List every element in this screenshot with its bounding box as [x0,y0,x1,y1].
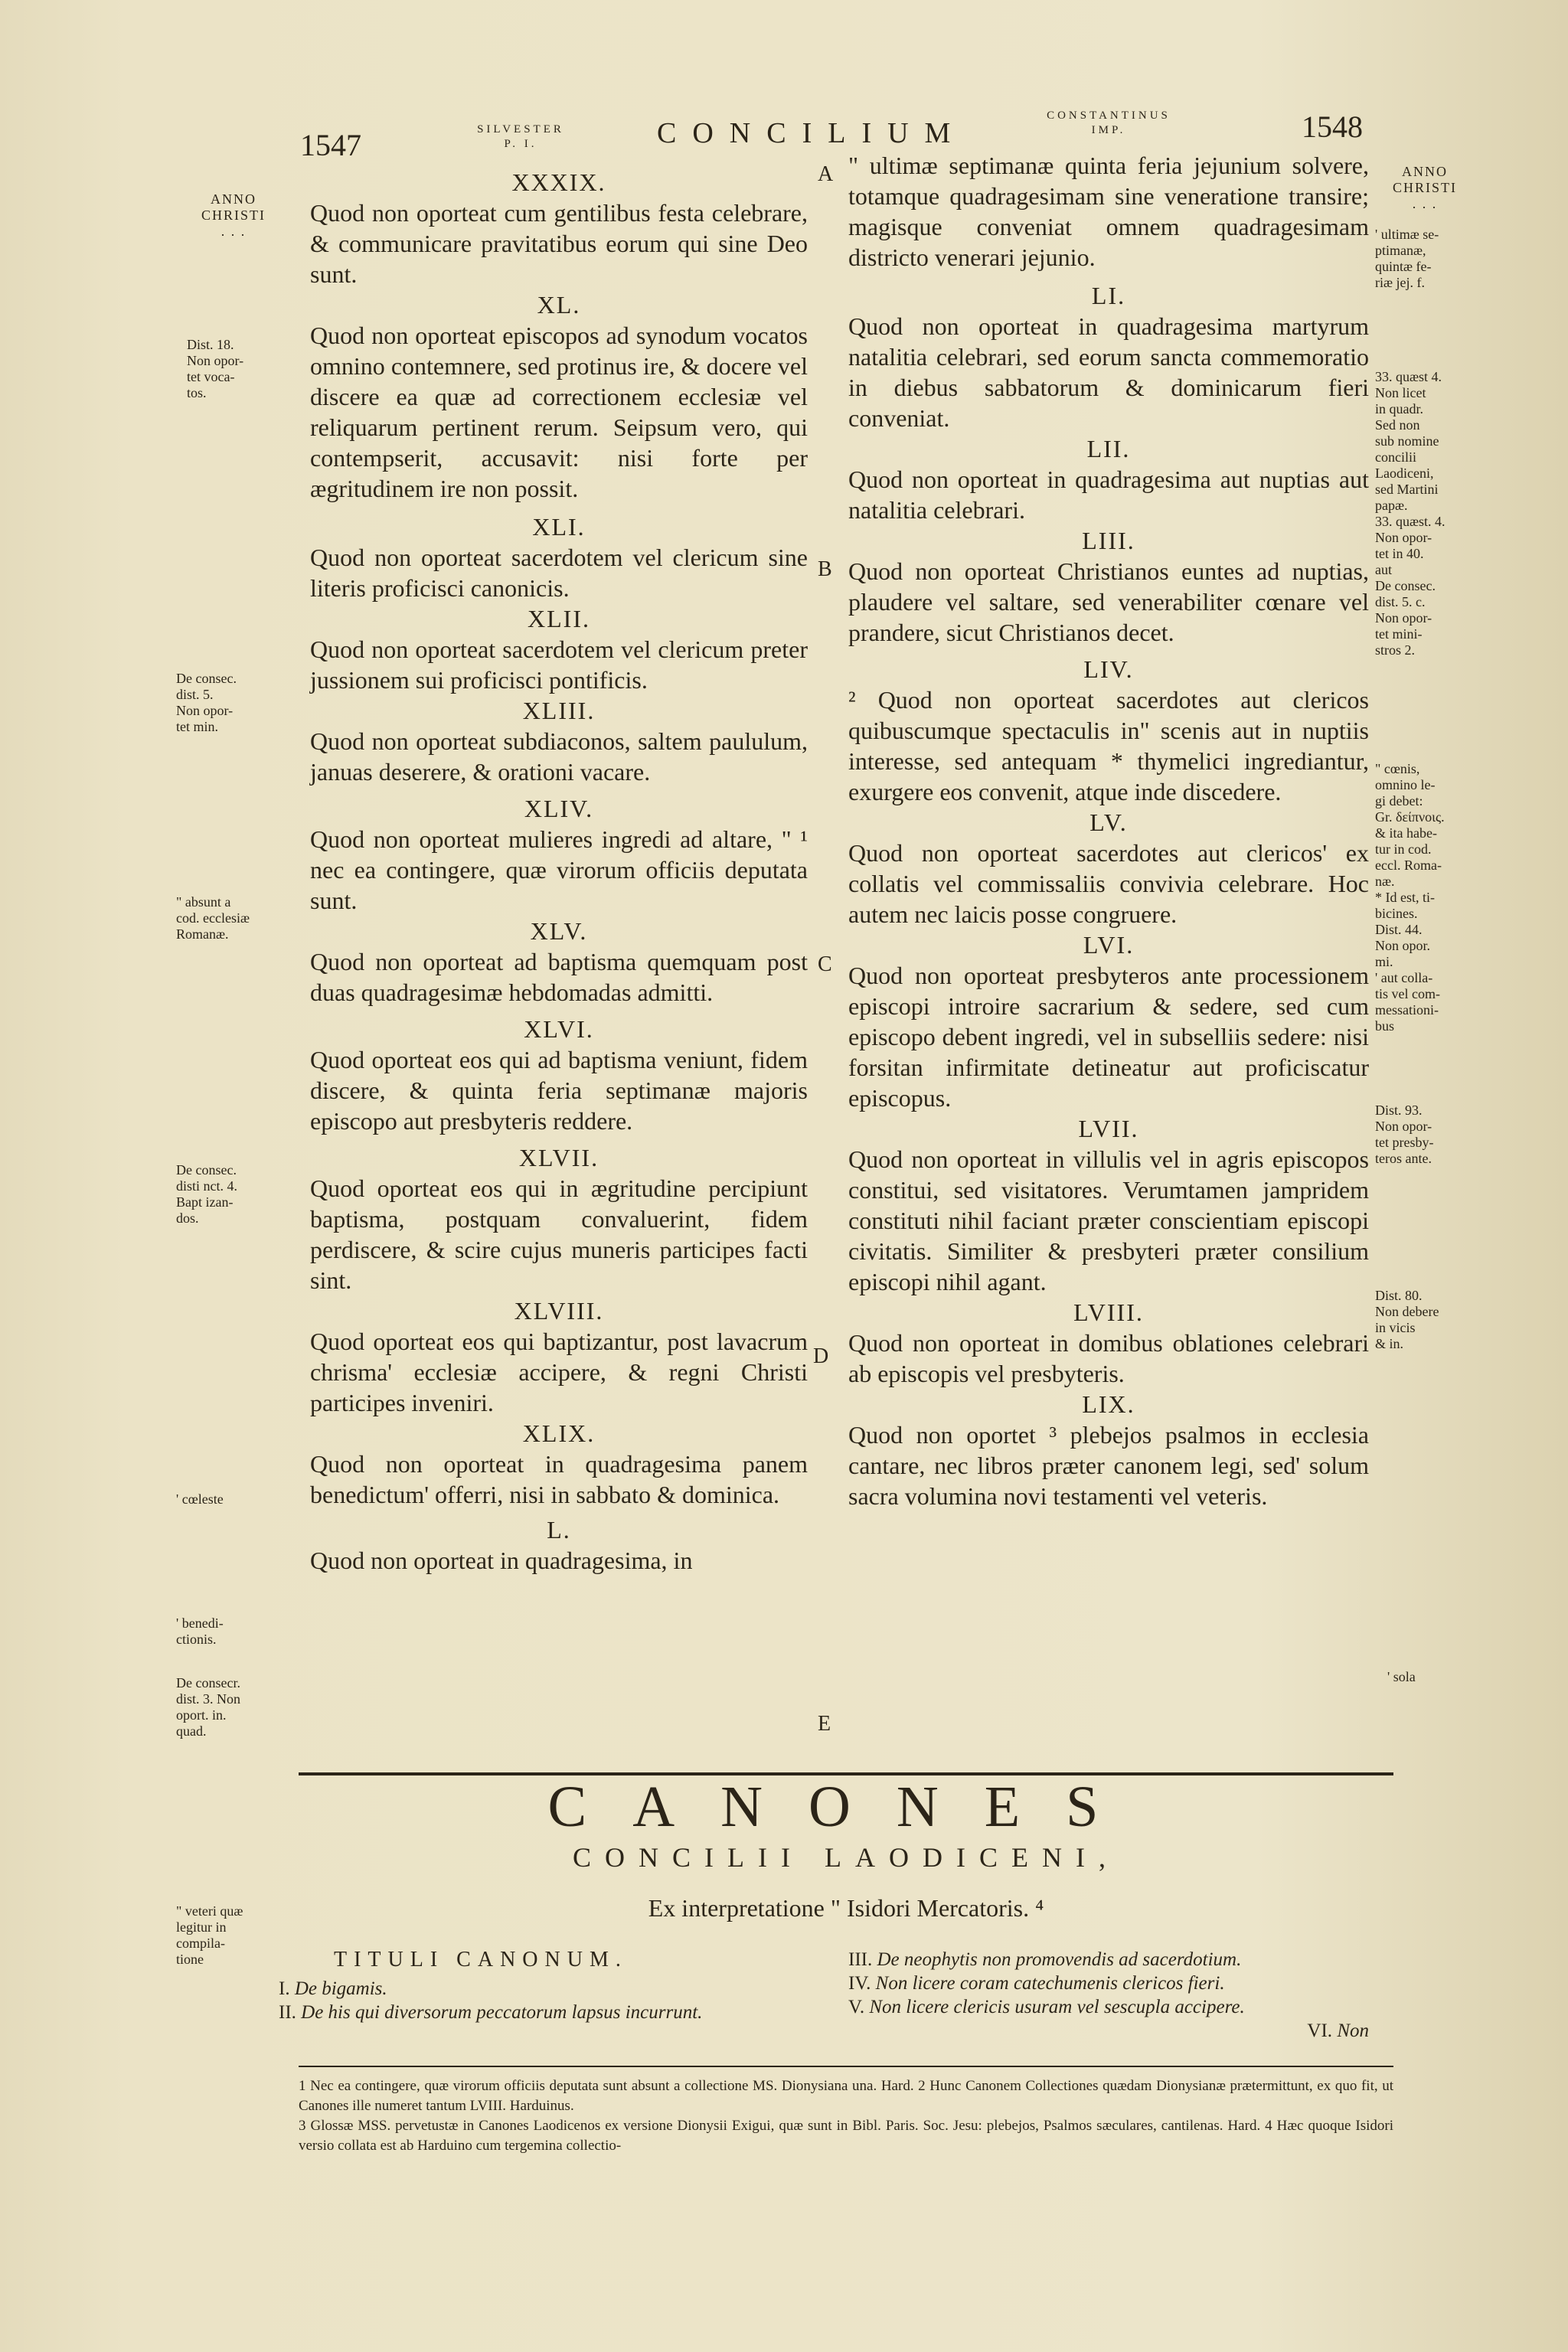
tituli-heading: TITULI CANONUM. [334,1948,628,1971]
margin-note-right: ' sola [1387,1669,1416,1684]
section-subtitle: CONCILII LAODICENI, [573,1842,1119,1873]
canon-entry [310,603,808,695]
margin-note-right: Dist. 80. Non debere in vicis & in. [1375,1288,1439,1351]
margin-note-left: ANNO CHRISTI . . . [201,191,266,239]
titulus-number: V. [848,1997,865,2017]
running-head-right: CONSTANTINUS IMP. [1047,109,1171,136]
margin-note-right: 33. quæst 4. Non licet in quadr. Sed non sub nomine concilii Laodiceni, sed Martini papæ. 33. quæst. 4. Non opor- tet in 40. aut De consec. dist. 5. c. Non opor- tet mini- stros 2. [1375,369,1446,658]
canon-text: Quod non oporteat cum gentilibus festa celebrare, & communicare pravitatibus eorum qui sine Deo sunt. [310,199,808,288]
titulus-text: Non [1337,2020,1369,2041]
footnote-rule [299,2066,1393,2067]
titulus-item [848,1995,1384,2019]
canon-number: XLII. [528,605,590,632]
canon-text: Quod non oporteat in domibus oblationes celebrari ab episcopis vel presbyteris. [848,1329,1369,1387]
titulus-text: De neophytis non promovendis ad sacerdotium. [877,1949,1242,1970]
canon-number: L. [547,1516,571,1544]
canon-text: Quod non oporteat subdiaconos, saltem paululum, januas deserere, & orationi vacare. [310,727,808,786]
column-letter-c: C [818,952,832,976]
canon-entry [310,1142,808,1295]
canon-text: Quod non oporteat in quadragesima martyrum natalitia celebrari, sed eorum sancta commemoratio in diebus sabbatorum & dominicarum fieri conveniat. [848,312,1369,432]
canon-number: XXXIX. [511,168,606,196]
canon-number: LIX. [1082,1390,1135,1418]
canon-entry [310,167,808,289]
titulus-item [279,1977,830,2001]
canon-text: Quod non oporteat Christianos euntes ad nuptias, plaudere vel saltare, sed venerabiliter cœnare vel prandere, sicut Christianos decet. [848,557,1369,646]
titulus-text: De his qui diversorum peccatorum lapsus incurrunt. [301,2002,703,2023]
canon-number: XLIII. [522,697,596,724]
margin-note-left: " absunt a cod. ecclesiæ Romanæ. [176,894,250,942]
canon-number: LV. [1089,808,1128,836]
column-letter-e: E [818,1712,831,1736]
footnotes [299,2076,1393,2156]
titulus-item [848,1948,1384,1971]
titulus-item [848,2019,1384,2043]
titulus-number: I. [279,1978,290,1999]
right-column [848,150,1369,1511]
titulus-text: Non licere coram catechumenis clericos fieri. [875,1973,1225,1994]
margin-note-right: " cœnis, omnino le- gi debet: Gr. δείπνοις. & ita habe- tur in cod. eccl. Roma- næ. * Id est, ti- bicines. Dist. 44. Non opor. mi. ' aut colla- tis vel com- messationi- bus [1375,761,1445,1034]
canon-entry [310,511,808,603]
canon-entry [848,433,1369,525]
canon-text: Quod oporteat eos qui in ægritudine percipiunt baptisma, postquam convaluerint, fidem perdiscere, & scire cujus muneris participes facti sint. [310,1174,808,1294]
titulus-item [848,1971,1384,1995]
canon-text: Quod non oporteat sacerdotem vel clericum preter jussionem sui proficisci pontificis. [310,635,808,694]
canon-number: LIII. [1082,527,1135,554]
margin-note-left: ' cœleste [176,1491,224,1507]
margin-note-left: " veteri quæ legitur in compila- tione [176,1903,243,1967]
canon-entry [848,525,1369,648]
canon-number: LVI. [1083,931,1135,959]
canon-number: XLIV. [524,795,594,822]
titulus-number: IV. [848,1973,871,1994]
canon-entry [848,1113,1369,1297]
titulus-text: De bigamis. [294,1978,387,1999]
canon-entry [310,695,808,787]
canon-text: Quod non oporteat presbyteros ante processionem episcopi introire sacrarium & sedere, sed cum episcopo debent ingredi, vel in subselliis sedere: nisi forsitan infirmitate detineatur aut proficiscatur episcopus. [848,962,1369,1112]
tituli-left-list [279,1977,830,2024]
margin-note-right: Dist. 93. Non opor- tet presby- teros ante. [1375,1102,1434,1166]
canon-number: XLVIII. [514,1297,604,1325]
titulus-number: III. [848,1949,873,1970]
titulus-number: II. [279,2002,296,2023]
margin-note-left: ' benedi- ctionis. [176,1615,224,1647]
canon-entry [848,1389,1369,1511]
canon-text: Quod non oporteat ad baptisma quemquam post duas quadragesimæ hebdomadas admitti. [310,948,808,1006]
canon-entry [310,916,808,1008]
section-interpretation: Ex interpretatione " Isidori Mercatoris. ⁴ [648,1894,1044,1922]
section-title: CANONES [547,1775,1145,1839]
canon-entry [848,929,1369,1113]
canon-text: Quod non oporteat episcopos ad synodum vocatos omnino contemnere, sed protinus ire, & docere vel discere ea quæ ad correctionem ecclesiæ vel reliquarum pertinent rerum. Seipsum vero, qui contempserit, accusavit: nisi forte per ægritudinem ire non possit. [310,322,808,502]
tituli-right-list [848,1948,1384,2043]
canon-entry [310,1295,808,1418]
canon-text: Quod non oporteat mulieres ingredi ad altare, " ¹ nec ea contingere, quæ virorum officiis deputata sunt. [310,825,808,914]
margin-note-right: ' ultimæ se- ptimanæ, quintæ fe- riæ jej. f. [1375,227,1439,290]
canon-entry [310,1014,808,1136]
canon-entry [848,807,1369,929]
column-letter-b: B [818,557,832,581]
margin-note-right: ANNO CHRISTI . . . [1392,164,1457,211]
canon-entry [848,150,1369,273]
canon-text: Quod non oporteat in villulis vel in agris episcopos constitui, sed visitatores. Verumtamen jampridem constituti nihil faciant præter conscientiam episcopi civitatis. Similiter & presbyteri præter consilium episcopi nihil agant. [848,1145,1369,1295]
margin-note-left: De consec. dist. 5. Non opor- tet min. [176,671,237,734]
canon-entry [848,654,1369,807]
canon-entry [848,280,1369,433]
column-letter-a: A [818,162,834,186]
canon-text: Quod oporteat eos qui ad baptisma veniunt, fidem discere, & quinta feria septimanæ majoris episcopo aut presbyteris reddere. [310,1046,808,1135]
canon-number: LII. [1086,435,1131,462]
margin-note-left: De consecr. dist. 3. Non oport. in. quad. [176,1675,241,1739]
canon-number: XLIX. [522,1419,596,1447]
canon-text: " ultimæ septimanæ quinta feria jejunium solvere, totamque quadragesimam sine veneratione transire; magisque conveniat omnem quadragesimam districto venerari jejunio. [848,152,1369,271]
canon-text: Quod oporteat eos qui baptizantur, post lavacrum chrisma' ecclesiæ accipere, & regni Christi participes inveniri. [310,1328,808,1416]
canon-entry [310,1418,808,1510]
footnote: 3 Glossæ MSS. pervetustæ in Canones Laodicenos ex versione Dionysii Exigui, quæ sunt in Bibl. Paris. Soc. Jesu: plebejos, Psalmos sæculares, cantilenas. Hard. 4 Hæc quoque Isidori versio collata est ab Harduino cum tergemina collectio- [299,2118,1393,2154]
canon-text: Quod non oporteat sacerdotem vel clericum sine literis proficisci canonicis. [310,544,808,602]
canon-entry [310,793,808,916]
footnote: 1 Nec ea contingere, quæ virorum officiis deputata sunt absunt a collectione MS. Dionysiana una. Hard. 2 Hunc Canonem Collectiones quædam Dionysianæ prætermittunt, ex quo fit, ut Canones ille numeret tantum LVIII. Harduinus. [299,2078,1393,2114]
canon-text: ² Quod non oporteat sacerdotes aut clericos quibuscumque spectaculis in" scenis aut in nuptiis interesse, sed antequam * thymelici ingrediantur, exurgere eos convenit, atque inde discedere. [848,686,1369,805]
canon-number: LVIII. [1073,1298,1144,1326]
page-title: CONCILIUM [657,117,967,149]
margin-note-left: Dist. 18. Non opor- tet voca- tos. [187,337,244,400]
canon-number: XL. [537,291,581,318]
running-head-left: SILVESTER P. I. [477,123,564,150]
page-number-left: 1547 [300,128,361,162]
canon-text: Quod non oporteat in quadragesima panem benedictum' offerri, nisi in sabbato & dominica. [310,1450,808,1508]
canon-number: XLI. [532,513,586,541]
page-number-right: 1548 [1302,109,1363,144]
titulus-number: VI. [1307,2020,1333,2041]
canon-text: Quod non oporteat in quadragesima aut nuptias aut natalitia celebrari. [848,466,1369,524]
column-letter-d: D [813,1344,829,1368]
canon-text: Quod non oportet ³ plebejos psalmos in ecclesia cantare, nec libros præter canonem legi, sed' solum sacra volumina novi testamenti vel veteris. [848,1421,1369,1510]
canon-number: XLVI. [524,1015,594,1043]
canon-text: Quod non oporteat in quadragesima, in [310,1547,693,1574]
titulus-text: Non licere clericis usuram vel sescupla accipere. [869,1997,1245,2017]
canon-number: XLVII. [518,1144,599,1171]
canon-entry [848,1297,1369,1389]
canon-number: LI. [1091,282,1126,309]
canon-number: LVII. [1078,1115,1139,1142]
titulus-item [279,2001,830,2024]
margin-note-left: De consec. disti nct. 4. Bapt izan- dos. [176,1162,237,1226]
canon-entry [310,289,808,504]
canon-number: XLV. [530,917,588,945]
canon-number: LIV. [1083,655,1134,683]
canon-text: Quod non oporteat sacerdotes aut clericos' ex collatis vel commissaliis convivia celebrare. Hoc autem nec laicis posse congruere. [848,839,1369,928]
canon-entry [310,1514,808,1576]
left-column [310,167,808,1576]
